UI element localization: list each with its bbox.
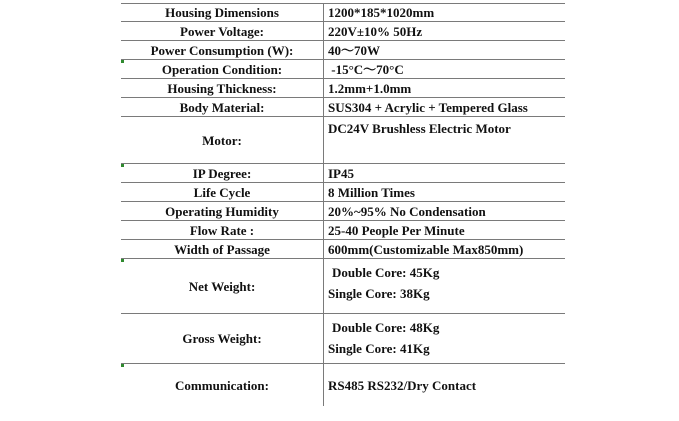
- row-label: Communication:: [121, 364, 324, 406]
- row-value: -15°C～70°C: [328, 61, 404, 77]
- value-line: Single Core: 41Kg: [328, 341, 430, 356]
- row-label: IP Degree:: [121, 164, 324, 182]
- table-row: [121, 117, 565, 164]
- row-value: [324, 314, 565, 363]
- table-row: [121, 60, 565, 79]
- row-label: Operation Condition:: [121, 60, 324, 78]
- row-label: Power Voltage:: [121, 22, 324, 40]
- cell-marker: [121, 60, 124, 63]
- row-label: Width of Passage: [121, 240, 324, 258]
- table-row: [121, 202, 565, 221]
- row-label: Gross Weight:: [121, 314, 324, 363]
- table-row: [121, 240, 565, 259]
- table-row: [121, 183, 565, 202]
- row-value: 40～70W: [328, 42, 381, 58]
- row-label: Housing Dimensions: [121, 4, 324, 21]
- cell-marker: [121, 259, 124, 262]
- row-label: Flow Rate :: [121, 221, 324, 239]
- row-value: 8 Million Times: [328, 184, 415, 200]
- cell-marker: [121, 364, 124, 367]
- row-label: Life Cycle: [121, 183, 324, 201]
- row-value: RS485 RS232/Dry Contact: [328, 377, 477, 393]
- spec-table: [121, 3, 565, 406]
- value-line: Double Core: 45Kg: [332, 265, 440, 280]
- row-label: Power Consumption (W):: [121, 41, 324, 59]
- row-label: Net Weight:: [121, 259, 324, 313]
- table-row: [121, 364, 565, 406]
- row-value: 1200*185*1020mm: [328, 5, 435, 20]
- table-row: [121, 3, 565, 22]
- row-label: Housing Thickness:: [121, 79, 324, 97]
- table-row: [121, 98, 565, 117]
- table-row: [121, 22, 565, 41]
- cell-marker: [121, 164, 124, 167]
- row-value: IP45: [328, 165, 354, 181]
- row-value: DC24V Brushless Electric Motor: [328, 121, 511, 136]
- table-row: [121, 79, 565, 98]
- row-label: Operating Humidity: [121, 202, 324, 220]
- row-value: 600mm(Customizable Max850mm): [328, 241, 524, 257]
- row-value: 1.2mm+1.0mm: [328, 80, 412, 96]
- row-label: Motor:: [121, 117, 324, 163]
- table-row: [121, 221, 565, 240]
- row-label: Body Material:: [121, 98, 324, 116]
- row-value: [324, 259, 565, 313]
- table-row: [121, 259, 565, 314]
- row-value: 25-40 People Per Minute: [328, 222, 465, 238]
- row-value: 220V±10% 50Hz: [328, 23, 423, 39]
- value-line: Single Core: 38Kg: [328, 286, 430, 301]
- table-row: [121, 314, 565, 364]
- value-line: Double Core: 48Kg: [332, 320, 440, 335]
- row-value: SUS304 + Acrylic + Tempered Glass: [328, 99, 528, 115]
- row-value: 20%~95% No Condensation: [328, 203, 486, 219]
- table-row: [121, 164, 565, 183]
- table-row: [121, 41, 565, 60]
